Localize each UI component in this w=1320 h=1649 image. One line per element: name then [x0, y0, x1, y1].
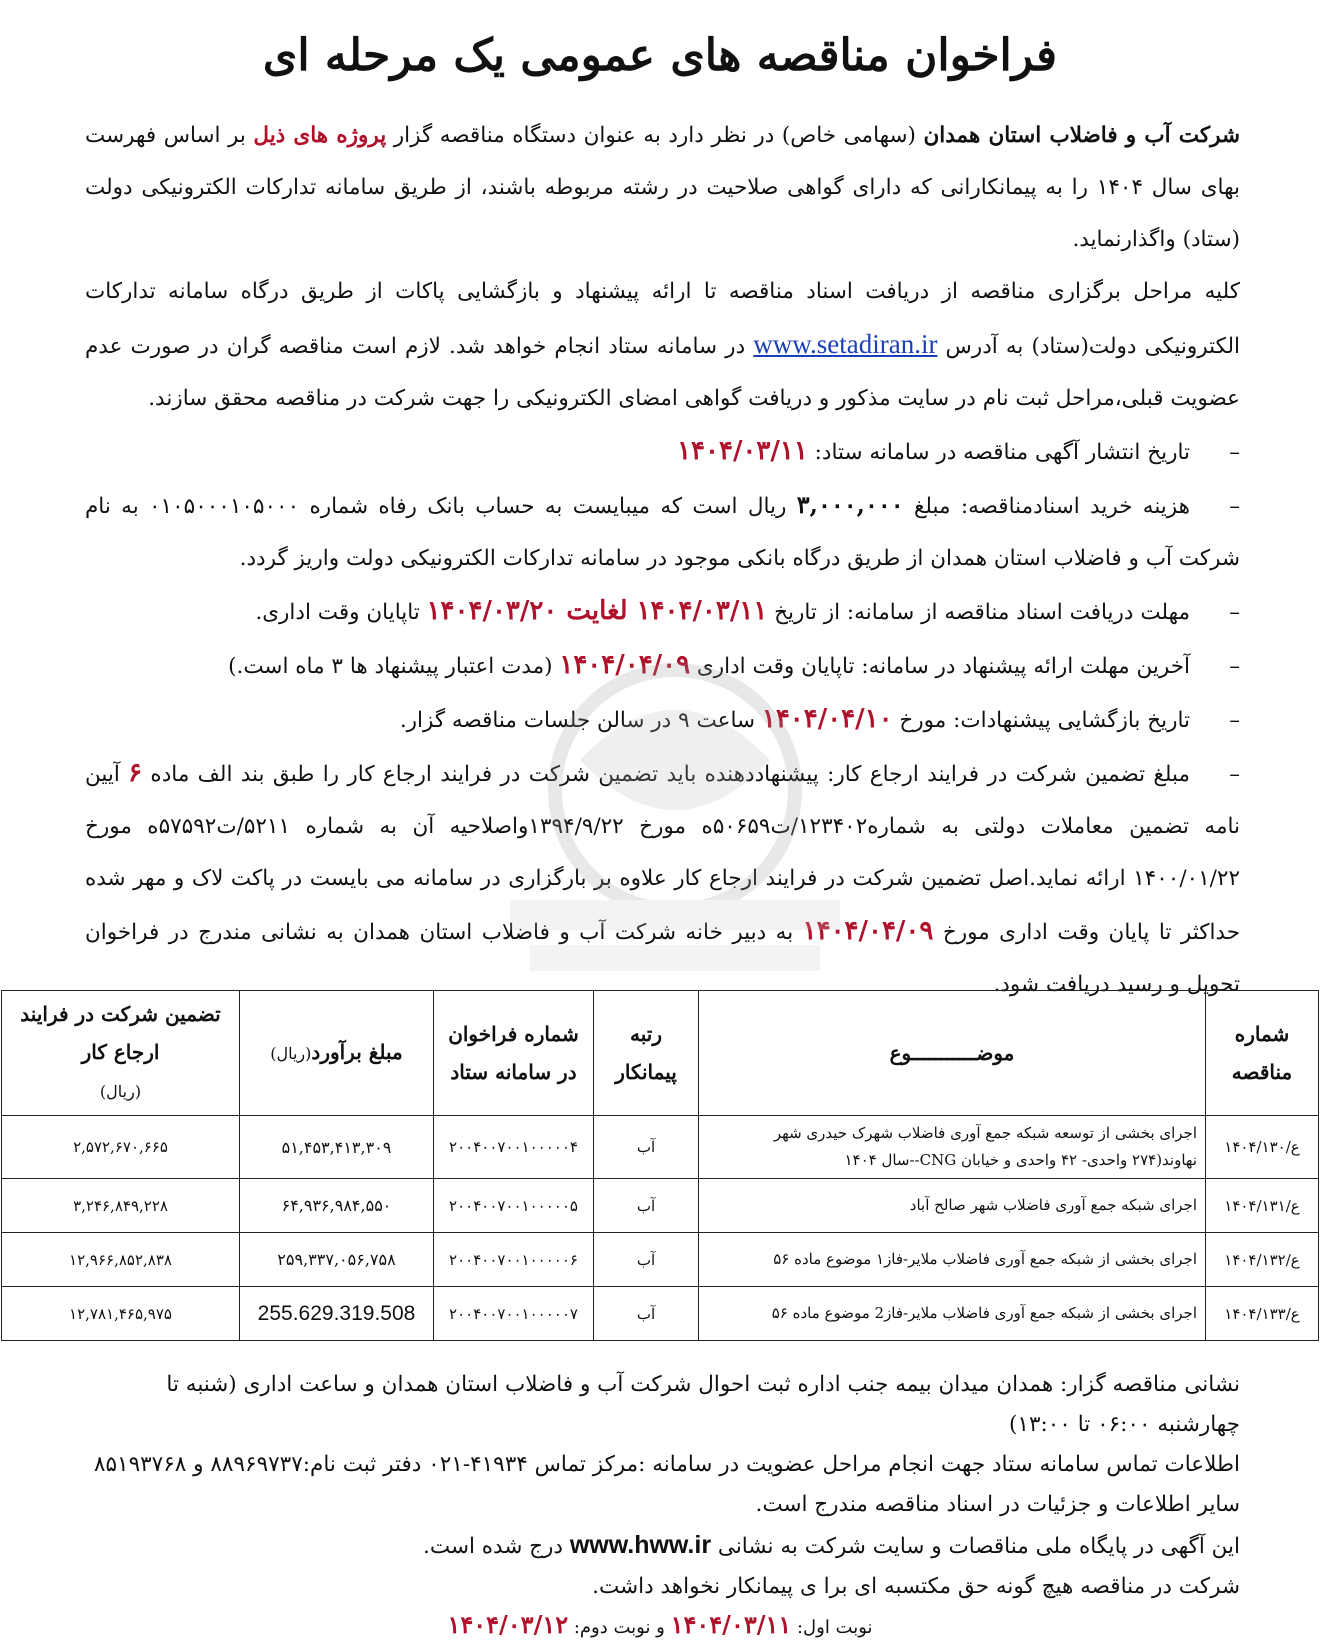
- docs-range: ۱۴۰۴/۰۳/۱۱ لغایت ۱۴۰۴/۰۳/۲۰: [426, 596, 768, 626]
- company-name: شرکت آب و فاضلاب استان همدان: [923, 123, 1240, 148]
- intro-paragraph: [85, 110, 1240, 266]
- docs-text-2: تاپایان وقت اداری.: [255, 600, 427, 625]
- second-turn-date: ۱۴۰۴/۰۳/۱۲: [447, 1610, 569, 1639]
- bullet-dash: –: [1229, 440, 1240, 465]
- guarantee-text-3: به دبیر خانه شرکت آب و فاضلاب استان همدان به نشانی مندرج در فراخوان تحویل و رسید دریافت شود.: [85, 920, 1240, 997]
- deadline-text-1: آخرین مهلت ارائه پیشنهاد در سامانه: تاپایان وقت اداری: [690, 654, 1190, 679]
- bullet-dash: –: [1229, 708, 1240, 733]
- docs-text-1: مهلت دریافت اسناد مناقصه از سامانه: از تاریخ: [767, 600, 1190, 625]
- cell-number: ع/۱۴۰۴/۱۳۲: [1206, 1233, 1319, 1287]
- cell-setad: ۲۰۰۴۰۰۷۰۰۱۰۰۰۰۰۴: [434, 1116, 594, 1179]
- guarantee-unit: (ریال): [99, 1082, 142, 1101]
- cell-guarantee: ۲,۵۷۲,۶۷۰,۶۶۵: [2, 1116, 240, 1179]
- fee-text-2: ریال است که میبایست به حساب بانک رفاه شماره ۰۱۰۵۰۰۰۱۰۵۰۰۰ به نام شرکت آب و فاضلاب استان همدان از طریق درگاه بانکی موجود در سامانه تدارکات الکترونیکی دولت واریز گردد.: [85, 494, 1240, 571]
- cell-guarantee: ۱۲,۷۸۱,۴۶۵,۹۷۵: [2, 1287, 240, 1341]
- table-row: [2, 1179, 1319, 1233]
- publish-label: تاریخ انتشار آگهی مناقصه در سامانه ستاد:: [807, 440, 1190, 465]
- guarantee-date: ۱۴۰۴/۰۴/۰۹: [802, 916, 934, 946]
- address-line: نشانی مناقصه گزار: همدان میدان بیمه جنب اداره ثبت احوال شرکت آب و فاضلاب استان همدان و ساعت اداری (شنبه تا چهارشنبه ۰۶:۰۰ تا ۱۳:۰۰): [166, 1372, 1240, 1437]
- cell-subject: اجرای بخشی از توسعه شبکه جمع آوری فاضلاب شهرک حیدری شهر نهاوند(۲۷۴ واحدی- ۴۲ واحدی و خیابان CNG--سال ۱۴۰۴: [699, 1116, 1206, 1179]
- guarantee-item: [85, 747, 1240, 1011]
- site-text-2: درج شده است.: [423, 1534, 570, 1559]
- estimate-unit: (ریال): [270, 1044, 312, 1063]
- table-row: [2, 1116, 1319, 1179]
- cell-number: ع/۱۴۰۴/۱۳۰: [1206, 1116, 1319, 1179]
- cell-setad: ۲۰۰۴۰۰۷۰۰۱۰۰۰۰۰۷: [434, 1287, 594, 1341]
- details-line: سایر اطلاعات و جزئیات در اسناد مناقصه مندرج است.: [755, 1492, 1240, 1517]
- col-header-estimate: [240, 991, 434, 1116]
- footer-info: [85, 1365, 1240, 1607]
- tender-table: [1, 990, 1319, 1341]
- col-header-number: شماره مناقصه: [1206, 991, 1319, 1116]
- cell-setad: ۲۰۰۴۰۰۷۰۰۱۰۰۰۰۰۶: [434, 1233, 594, 1287]
- cell-grade: آب: [594, 1287, 699, 1341]
- rights-line: شرکت در مناقصه هیچ گونه حق مکتسبه ای برا ی پیمانکار نخواهد داشت.: [592, 1574, 1240, 1599]
- bullet-dash: –: [1229, 600, 1240, 625]
- cell-guarantee: ۳,۲۴۶,۸۴۹,۲۲۸: [2, 1179, 240, 1233]
- page-title: فراخوان مناقصه های عمومی یک مرحله ای: [262, 30, 1058, 81]
- deadline-date: ۱۴۰۴/۰۴/۰۹: [559, 650, 691, 680]
- bullet-dash: –: [1229, 494, 1240, 519]
- stages-text-2: در سامانه ستاد انجام خواهد شد. لازم است مناقصه گران در صورت عدم عضویت قبلی،مراحل ثبت نام در سایت مذکور و دریافت گواهی امضای الکترونیکی را جهت شرکت در مناقصه محقق سازند.: [85, 334, 1240, 411]
- site-line: [85, 1525, 1240, 1567]
- guarantee-label: تضمین شرکت در فرایند ارجاع کار: [20, 1002, 221, 1064]
- fee-amount: ۳,۰۰۰,۰۰۰: [796, 490, 904, 519]
- col-header-subject: موضـــــــــــوع: [699, 991, 1206, 1116]
- first-turn-label: نوبت اول:: [791, 1617, 873, 1638]
- bullet-dash: –: [1229, 762, 1240, 787]
- projects-highlight: پروژه های ذیل: [253, 123, 387, 148]
- cell-estimate: ۶۴,۹۳۶,۹۸۴,۵۵۰: [240, 1179, 434, 1233]
- cell-number: ع/۱۴۰۴/۱۳۳: [1206, 1287, 1319, 1341]
- contact-line: اطلاعات تماس سامانه ستاد جهت انجام مراحل عضویت در سامانه :مرکز تماس ۴۱۹۳۴-۰۲۱ دفتر ثبت نام:۸۸۹۶۹۷۳۷ و ۸۵۱۹۳۷۶۸: [93, 1452, 1240, 1477]
- intro-text-1: (سهامی خاص) در نظر دارد به عنوان دستگاه مناقصه گزار: [386, 123, 924, 148]
- intro-text-2: بر اساس فهرست بهای سال ۱۴۰۴ را به پیمانکارانی که دارای گواهی صلاحیت در رشته مربوطه باشند، از طریق سامانه تدارکات الکترونیکی دولت (ستاد) واگذارنماید.: [85, 123, 1240, 252]
- bullet-dash: –: [1229, 654, 1240, 679]
- col-header-setad: شماره فراخوان در سامانه ستاد: [434, 991, 594, 1116]
- fee-text-1: هزینه خرید اسنادمناقصه: مبلغ: [903, 494, 1190, 519]
- table-row: [2, 1233, 1319, 1287]
- publication-turns: [0, 1610, 1320, 1639]
- cell-grade: آب: [594, 1179, 699, 1233]
- cell-estimate: ۲۵۹,۳۳۷,۰۵۶,۷۵۸: [240, 1233, 434, 1287]
- publish-date: ۱۴۰۴/۰۳/۱۱: [677, 436, 808, 466]
- guarantee-text-2: آیین نامه تضمین معاملات دولتی به شماره۱۲۳۴۰۲/ت۵۰۶۵۹ه مورخ ۱۳۹۴/۹/۲۲واصلاحیه آن به شماره ۵۲۱۱/ت۵۷۵۹۲ه مورخ ۱۴۰۰/۰۱/۲۲ ارائه نماید.اصل تضمین شرکت در فرایند ارجاع کار علاوه بر بارگزاری در سامانه می بایست در پاکت لاک و مهر شده حداکثر تا پایان وقت اداری مورخ: [85, 762, 1240, 945]
- stages-paragraph: [85, 266, 1240, 425]
- guarantee-text-1: مبلغ تضمین شرکت در فرایند ارجاع کار: پیشنهاددهنده باید تضمین شرکت در فرایند ارجاع کار را طبق بند الف ماده: [142, 762, 1190, 787]
- cell-setad: ۲۰۰۴۰۰۷۰۰۱۰۰۰۰۰۵: [434, 1179, 594, 1233]
- cell-grade: آب: [594, 1116, 699, 1179]
- setad-link[interactable]: www.setadiran.ir: [753, 329, 938, 359]
- notice-body: [85, 110, 1240, 1011]
- fee-item: [85, 479, 1240, 585]
- opening-item: [85, 693, 1240, 747]
- guarantee-article: ۶: [128, 758, 143, 788]
- cell-estimate: ۵۱,۴۵۳,۴۱۳,۳۰۹: [240, 1116, 434, 1179]
- cell-guarantee: ۱۲,۹۶۶,۸۵۲,۸۳۸: [2, 1233, 240, 1287]
- col-header-guarantee: [2, 991, 240, 1116]
- table-header-row: [2, 991, 1319, 1116]
- deadline-text-2: (مدت اعتبار پیشنهاد ها ۳ ماه است.): [228, 654, 560, 679]
- publish-item: [85, 425, 1240, 479]
- second-turn-label: و نوبت دوم:: [568, 1617, 671, 1638]
- cell-estimate: 255.629.319.508: [240, 1287, 434, 1341]
- deadline-item: [85, 639, 1240, 693]
- table-row: [2, 1287, 1319, 1341]
- cell-subject: اجرای بخشی از شبکه جمع آوری فاضلاب ملایر-فاز2 موضوع ماده ۵۶: [699, 1287, 1206, 1341]
- cell-number: ع/۱۴۰۴/۱۳۱: [1206, 1179, 1319, 1233]
- opening-date: ۱۴۰۴/۰۴/۱۰: [761, 704, 893, 734]
- site-text-1: این آگهی در پایگاه ملی مناقصات و سایت شرکت به نشانی: [711, 1534, 1240, 1559]
- cell-subject: اجرای بخشی از شبکه جمع آوری فاضلاب ملایر-فاز۱ موضوع ماده ۵۶: [699, 1233, 1206, 1287]
- docs-item: [85, 585, 1240, 639]
- cell-subject: اجرای شبکه جمع آوری فاضلاب شهر صالح آباد: [699, 1179, 1206, 1233]
- company-site-link[interactable]: www.hww.ir: [569, 1531, 712, 1559]
- estimate-label: مبلغ برآورد: [311, 1040, 403, 1064]
- stages-text-1: کلیه مراحل برگزاری مناقصه از دریافت اسناد مناقصه تا ارائه پیشنهاد و بازگشایی پاکات از طریق درگاه سامانه تدارکات الکترونیکی دولت(ستاد) به آدرس: [85, 279, 1240, 359]
- opening-text-2: ساعت ۹ در سالن جلسات مناقصه گزار.: [399, 708, 762, 733]
- opening-text-1: تاریخ بازگشایی پیشنهادات: مورخ: [892, 708, 1190, 733]
- col-header-grade: رتبه پیمانکار: [594, 991, 699, 1116]
- first-turn-date: ۱۴۰۴/۰۳/۱۱: [670, 1610, 792, 1639]
- cell-grade: آب: [594, 1233, 699, 1287]
